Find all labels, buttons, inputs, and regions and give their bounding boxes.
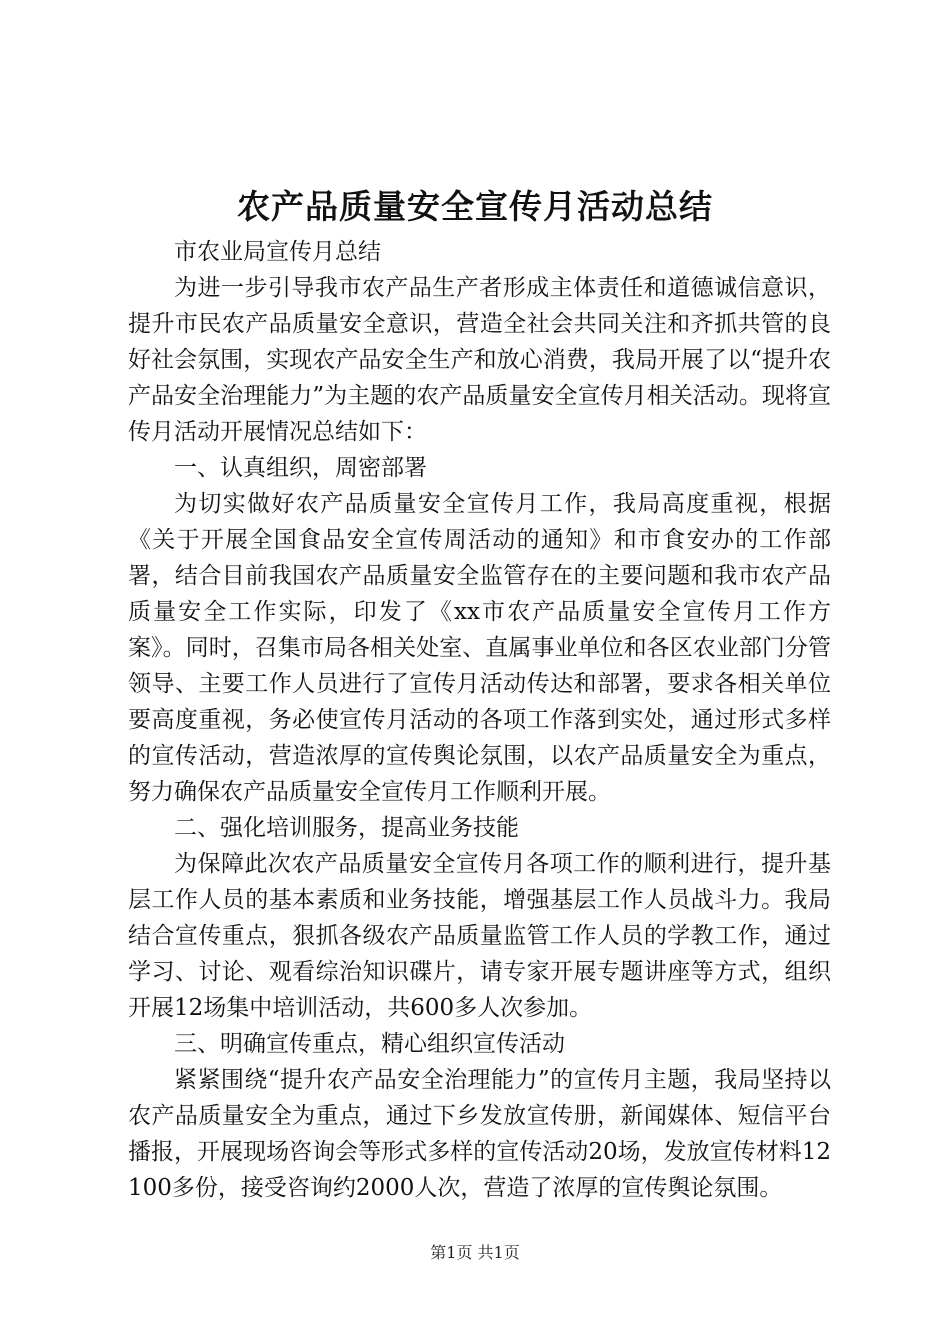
section-heading-2: 二、强化培训服务，提高业务技能: [174, 815, 519, 841]
intro-paragraph: 为进一步引导我市农产品生产者形成主体责任和道德诚信意识，提升市民农产品质量安全意识，营造全社会共同关注和齐抓共管的良好社会氛围，实现农产品安全生产和放心消费，我局开展了以“提升农产品安全治理能力”为主题的农产品质量安全宣传月相关活动。现将宣传月活动开展情况总结如下：: [128, 275, 831, 445]
section-paragraph-3: 紧紧围绕“提升农产品安全治理能力”的宣传月主题，我局坚持以农产品质量安全为重点，通过下乡发放宣传册，新闻媒体、短信平台播报，开展现场咨询会等形式多样的宣传活动20场，发放宣传材料12100多份，接受咨询约2000人次，营造了浓厚的宣传舆论氛围。: [128, 1067, 831, 1201]
document-body: [128, 234, 831, 1206]
section-heading-1: 一、认真组织，周密部署: [174, 455, 427, 481]
document-subtitle: 市农业局宣传月总结: [174, 239, 381, 265]
section-heading-3: 三、明确宣传重点，精心组织宣传活动: [174, 1031, 565, 1057]
page-footer: 第1页 共1页: [430, 1243, 520, 1262]
section-paragraph-1: 为切实做好农产品质量安全宣传月工作，我局高度重视，根据《关于开展全国食品安全宣传周活动的通知》和市食安办的工作部署，结合目前我国农产品质量安全监管存在的主要问题和我市农产品质量安全工作实际，印发了《xx市农产品质量安全宣传月工作方案》。同时，召集市局各相关处室、直属事业单位和各区农业部门分管领导、主要工作人员进行了宣传月活动传达和部署，要求各相关单位要高度重视，务必使宣传月活动的各项工作落到实处，通过形式多样的宣传活动，营造浓厚的宣传舆论氛围，以农产品质量安全为重点，努力确保农产品质量安全宣传月工作顺利开展。: [128, 491, 831, 805]
document-title: 农产品质量安全宣传月活动总结: [237, 187, 713, 226]
section-paragraph-2: 为保障此次农产品质量安全宣传月各项工作的顺利进行，提升基层工作人员的基本素质和业务技能，增强基层工作人员战斗力。我局结合宣传重点，狠抓各级农产品质量监管工作人员的学教工作，通过学习、讨论、观看综治知识碟片，请专家开展专题讲座等方式，组织开展12场集中培训活动，共600多人次参加。: [128, 851, 831, 1021]
